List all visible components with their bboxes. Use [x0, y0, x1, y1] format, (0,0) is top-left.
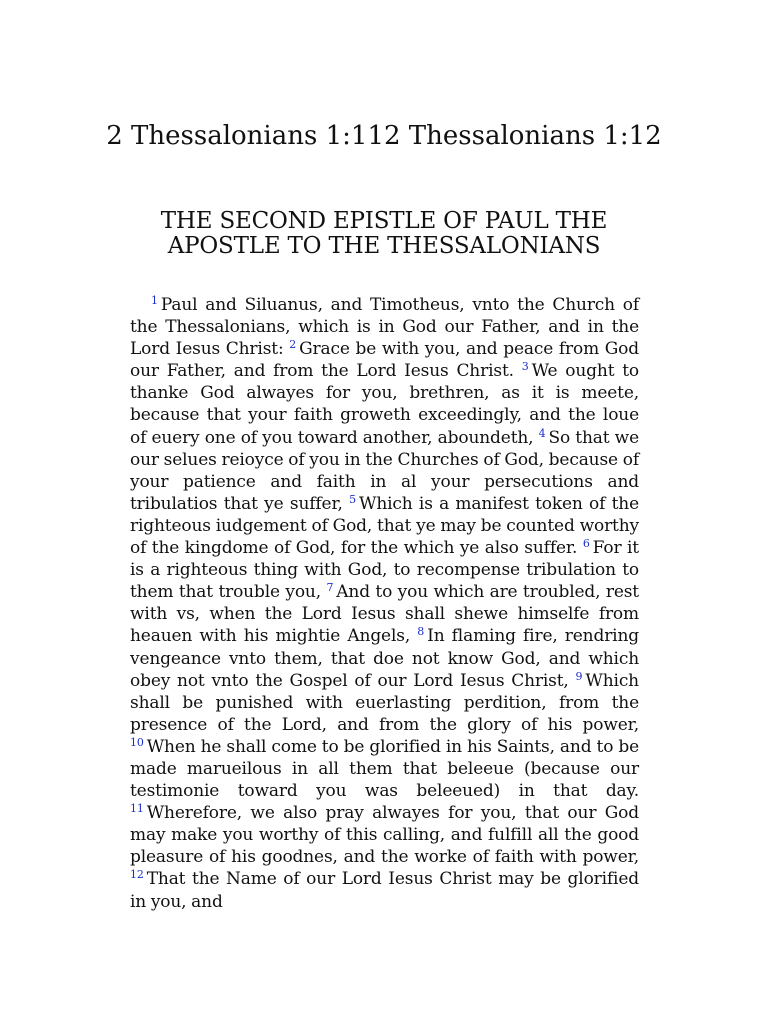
verse-number: 4: [538, 426, 546, 440]
verse-number: 5: [349, 492, 356, 506]
verse-text: And to you which are troubled, rest with vs, when the Lord Iesus shall shewe himselfe from heauen with his mightie Angels,: [130, 582, 639, 647]
verse-number: 3: [521, 360, 529, 374]
verse-text: For it is a righteous thing with God, to recompense tribulation to them that trouble you,: [130, 538, 639, 603]
book-title: [110, 209, 658, 259]
verse-text: Wherefore, we also pray alwayes for you, that our God may make you worthy of this calling, and fulfill all the good pleasure of his goodnes, and the worke of faith with power,: [130, 803, 639, 868]
verse-text: That the Name of our Lord Iesus Christ may be glorified in you, and: [130, 869, 639, 912]
verse-text: So that we our selues reioyce of you in the Churches of God, because of your patience and faith in al your persecutions and tribulatios that ye suffer,: [130, 427, 639, 514]
verse-text: In flaming fire, rendring vengeance vnto them, that doe not know God, and which obey not vnto the Gospel of our Lord Iesus Christ,: [130, 626, 639, 691]
running-head: 2 Thessalonians 1:112 Thessalonians 1:12: [106, 121, 662, 151]
verse-text: Which is a manifest token of the righteous iudgement of God, that ye may be counted worthy of the kingdome of God, for the which ye also suffer.: [130, 493, 639, 559]
verse-text: Which shall be punished with euerlasting perdition, from the presence of the Lord, and from the glory of his power,: [130, 670, 639, 735]
verse-number: 6: [582, 537, 590, 551]
book-title-line-2: APOSTLE TO THE THESSALONIANS: [167, 233, 601, 259]
verse-number: 10: [130, 735, 144, 749]
verse-number: 7: [326, 581, 334, 595]
chapter-text: [130, 294, 639, 913]
verse-number: 11: [130, 802, 144, 816]
verse-text: We ought to thanke God alwayes for you, brethren, as it is meete, because that your faith groweth exceedingly, and the loue of euery one of you toward another, aboundeth,: [130, 361, 639, 448]
verse-text: When he shall come to be glorified in his Saints, and to be made marueilous in all them that beleeue (because our testimonie toward you was beleeued) in that day.: [130, 736, 639, 802]
book-title-line-1: THE SECOND EPISTLE OF PAUL THE: [160, 208, 608, 234]
verse-number: 8: [417, 625, 425, 639]
verse-text: Paul and Siluanus, and Timotheus, vnto the Church of the Thessalonians, which is in God our Father, and in the Lord Iesus Christ:: [130, 295, 639, 360]
verse-number: 2: [289, 338, 297, 352]
verse-number: 9: [575, 669, 583, 683]
verse-number: 12: [130, 868, 144, 882]
verse-text: Grace be with you, and peace from God our Father, and from the Lord Iesus Christ.: [130, 339, 640, 382]
verse-number: 1: [151, 294, 158, 307]
